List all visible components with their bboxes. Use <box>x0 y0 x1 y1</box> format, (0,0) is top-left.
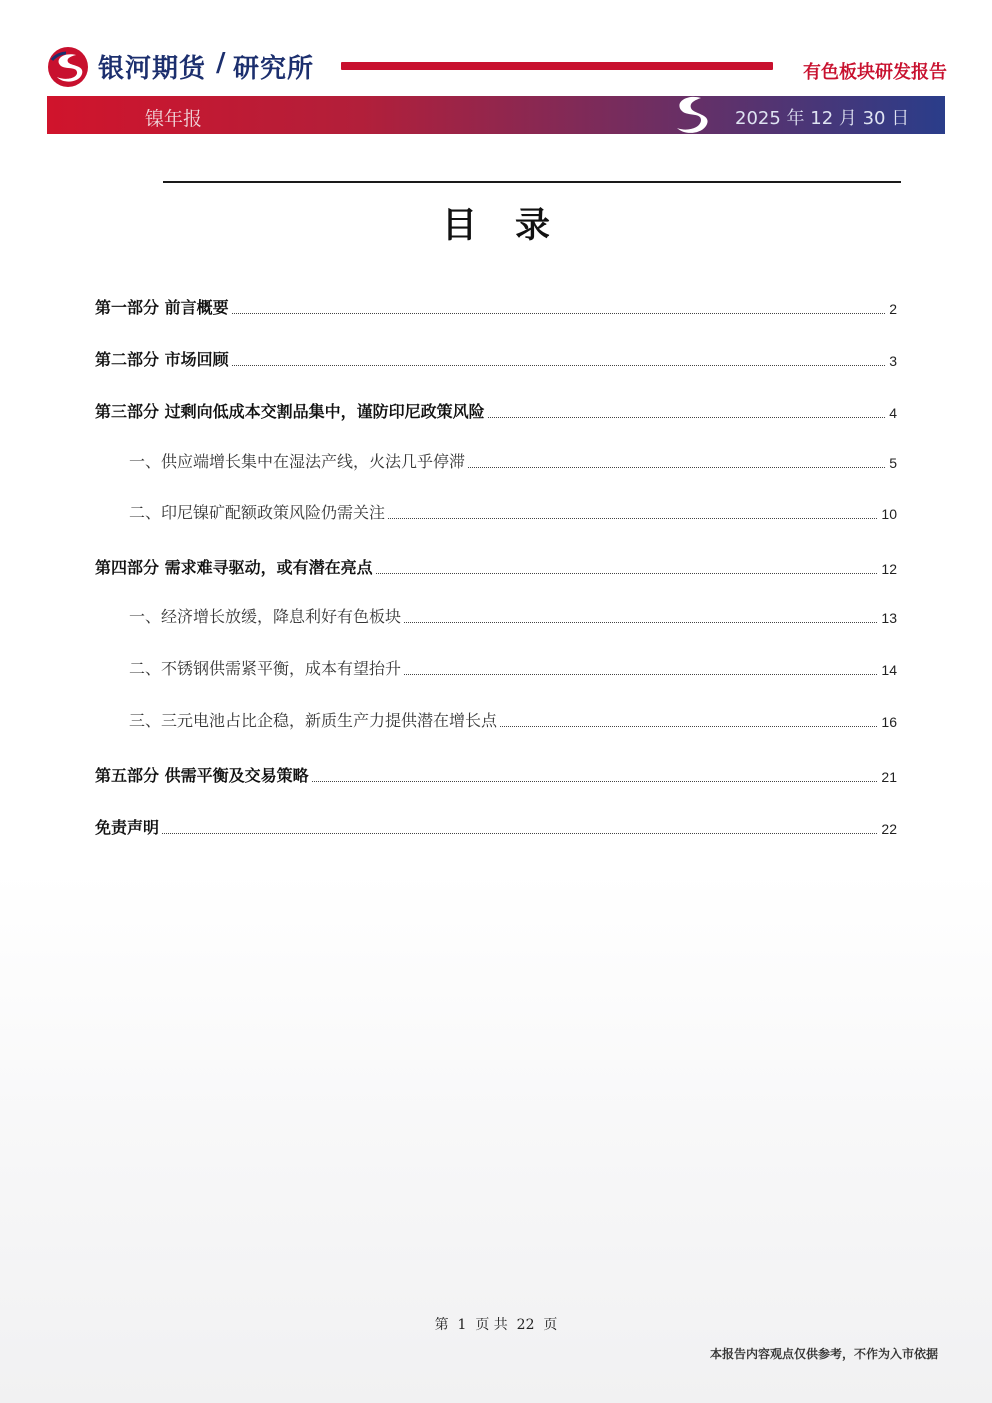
toc-entry-label: 二、印尼镍矿配额政策风险仍需关注 <box>129 503 386 522</box>
title-rule <box>163 181 901 183</box>
toc-dot-leader <box>404 622 877 623</box>
toc-page-number: 10 <box>881 506 897 522</box>
toc-entry-part-5[interactable] <box>95 763 897 787</box>
toc-page-number: 16 <box>881 714 897 730</box>
toc-entry-label: 第四部分 需求难寻驱动，或有潜在亮点 <box>95 558 373 577</box>
toc-dot-leader <box>388 518 877 519</box>
toc-entry-label: 第三部分 过剩向低成本交割品集中，谨防印尼政策风险 <box>95 402 485 421</box>
toc-entry-part-4[interactable] <box>95 555 897 579</box>
brand-name: 银河期货 <box>98 54 207 84</box>
toc-page-number: 12 <box>881 561 897 577</box>
toc-title: 目录 <box>441 206 588 246</box>
toc-entry-label: 第一部分 前言概要 <box>95 298 229 317</box>
toc-entry-disclaimer[interactable] <box>95 815 897 839</box>
toc-dot-leader <box>312 781 878 782</box>
toc-entry-label: 三、三元电池占比企稳，新质生产力提供潜在增长点 <box>129 711 498 730</box>
toc-dot-leader <box>468 467 885 468</box>
brand-separator: / <box>216 48 226 78</box>
toc-entry-part-3-section-1[interactable] <box>129 449 897 473</box>
toc-dot-leader <box>488 417 886 418</box>
toc-entry-part-4-section-1[interactable] <box>129 604 897 628</box>
toc-page-number: 14 <box>881 662 897 678</box>
toc-entry-label: 第二部分 市场回顾 <box>95 350 229 369</box>
toc-entry-label: 一、经济增长放缓，降息利好有色板块 <box>129 607 402 626</box>
yinhe-logo-icon <box>46 46 90 88</box>
toc-entry-label: 一、供应端增长集中在湿法产线，火法几乎停滞 <box>129 452 466 471</box>
toc-page-number: 2 <box>889 301 897 317</box>
toc-dot-leader <box>232 313 886 314</box>
toc-dot-leader <box>162 833 877 834</box>
report-type: 有色板块研发报告 <box>803 62 947 83</box>
brand-department: 研究所 <box>233 54 315 84</box>
toc-entry-label: 二、不锈钢供需紧平衡，成本有望抬升 <box>129 659 402 678</box>
header-banner <box>47 96 945 134</box>
banner-report-label: 镍年报 <box>145 108 203 130</box>
toc-page-number: 21 <box>881 769 897 785</box>
report-date: 2025 年 12 月 30 日 <box>735 108 910 129</box>
toc-entry-label: 免责声明 <box>95 818 160 837</box>
swoosh-logo-icon <box>667 92 713 138</box>
toc-page-number: 22 <box>881 821 897 837</box>
toc-entry-part-1[interactable] <box>95 295 897 319</box>
toc-entry-part-2[interactable] <box>95 347 897 371</box>
toc-entry-part-3[interactable] <box>95 399 897 423</box>
footer-disclaimer: 本报告内容观点仅供参考，不作为入市依据 <box>709 1347 938 1361</box>
toc-entry-label: 第五部分 供需平衡及交易策略 <box>95 766 309 785</box>
toc-page-number: 13 <box>881 610 897 626</box>
footer-page-indicator: 第 1 页 共 22 页 <box>434 1317 558 1333</box>
toc-dot-leader <box>376 573 878 574</box>
toc-dot-leader <box>404 674 877 675</box>
toc-dot-leader <box>232 365 886 366</box>
toc-page-number: 4 <box>889 405 897 421</box>
toc-page-number: 3 <box>889 353 897 369</box>
toc-entry-part-4-section-3[interactable] <box>129 708 897 732</box>
toc-dot-leader <box>500 726 877 727</box>
toc-entry-part-4-section-2[interactable] <box>129 656 897 680</box>
toc-entry-part-3-section-2[interactable] <box>129 500 897 524</box>
header-red-rule <box>341 62 773 70</box>
toc-page-number: 5 <box>889 455 897 471</box>
